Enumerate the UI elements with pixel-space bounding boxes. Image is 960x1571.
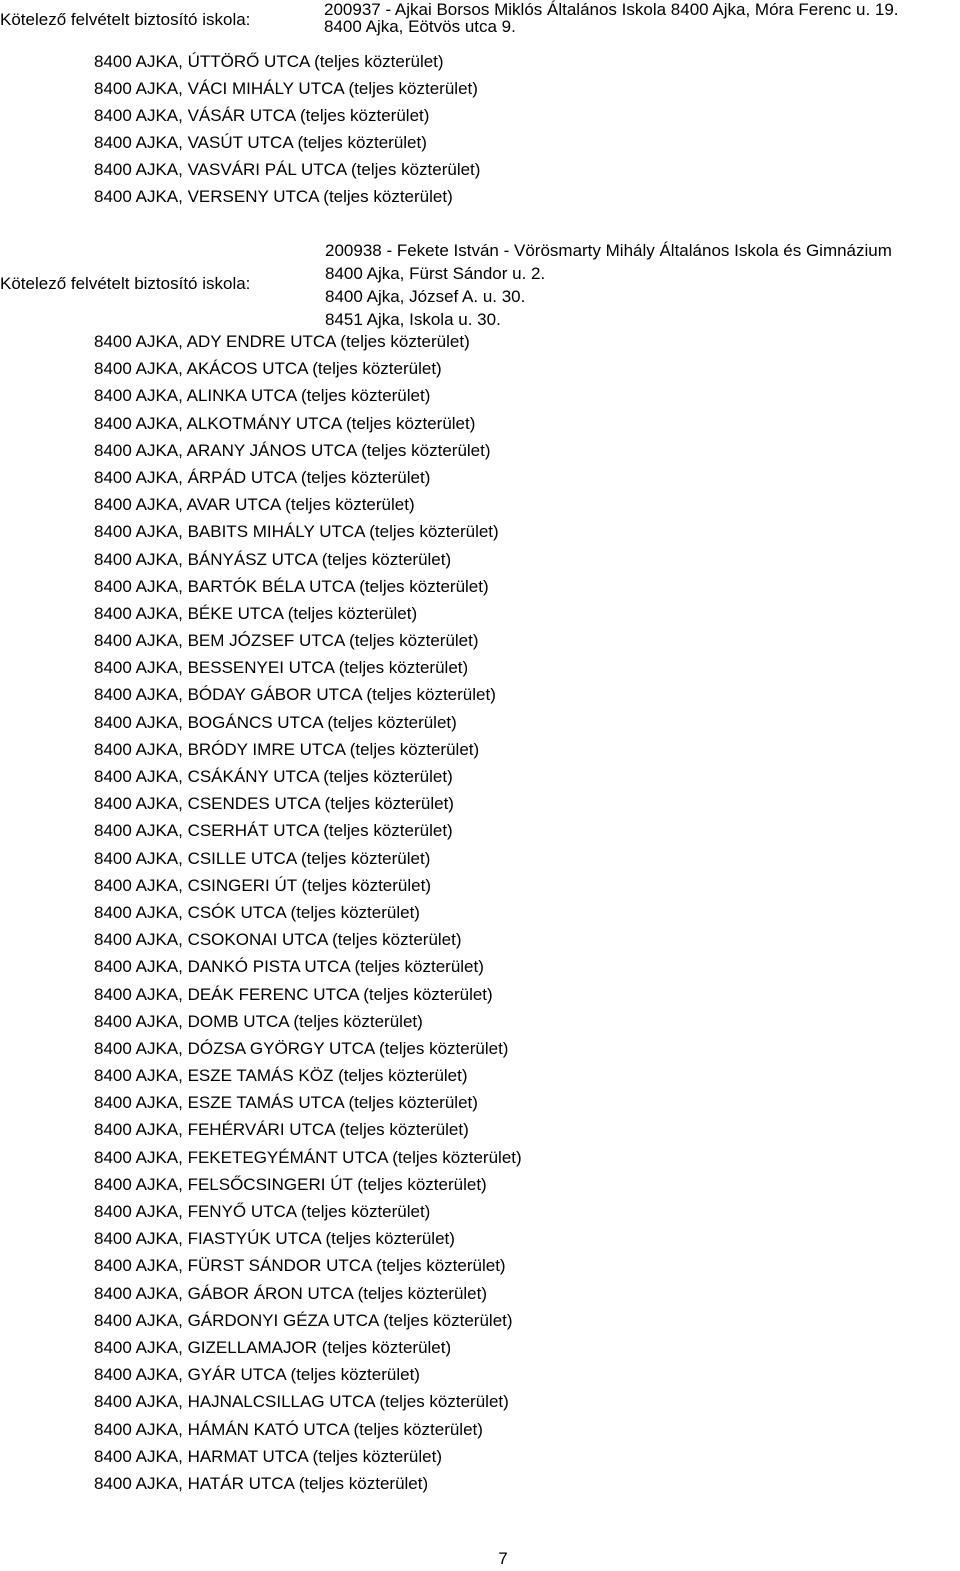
list-item: 8400 AJKA, BOGÁNCS UTCA (teljes közterület) bbox=[94, 712, 457, 732]
list-item: 8400 AJKA, FENYŐ UTCA (teljes közterület) bbox=[94, 1202, 431, 1221]
list-item: 8400 AJKA, CSILLE UTCA (teljes közterület) bbox=[94, 848, 431, 868]
list-item: 8400 AJKA, VASÚT UTCA (teljes közterület) bbox=[94, 133, 427, 153]
list-item: 8400 AJKA, CSOKONAI UTCA (teljes közterület) bbox=[94, 930, 462, 950]
street-list-2 bbox=[94, 328, 522, 1497]
list-item: 8400 AJKA, FÜRST SÁNDOR UTCA (teljes közterület) bbox=[94, 1256, 506, 1276]
list-item: 8400 AJKA, FELSŐCSINGERI ÚT (teljes közterület) bbox=[94, 1174, 487, 1194]
list-item: 8400 AJKA, DANKÓ PISTA UTCA (teljes közterület) bbox=[94, 957, 484, 977]
list-item: 8400 AJKA, VÁCI MIHÁLY UTCA (teljes közterület) bbox=[94, 79, 478, 99]
school-label-2: Kötelező felvételt biztosító iskola: bbox=[0, 274, 251, 293]
school-line: 200937 - Ajkai Borsos Miklós Általános Iskola 8400 Ajka, Móra Ferenc u. 19. bbox=[324, 0, 899, 19]
list-item: 8400 AJKA, BEM JÓZSEF UTCA (teljes közterület) bbox=[94, 631, 479, 651]
list-item: 8400 AJKA, CSÓK UTCA (teljes közterület) bbox=[94, 902, 420, 922]
street-list-1 bbox=[94, 48, 480, 211]
list-item: 8400 AJKA, HAJNALCSILLAG UTCA (teljes közterület) bbox=[94, 1392, 509, 1412]
list-item: 8400 AJKA, DOMB UTCA (teljes közterület) bbox=[94, 1011, 423, 1031]
list-item: 8400 AJKA, ADY ENDRE UTCA (teljes közterület) bbox=[94, 332, 470, 351]
list-item: 8400 AJKA, HÁMÁN KATÓ UTCA (teljes közterület) bbox=[94, 1419, 483, 1439]
list-item: 8400 AJKA, DEÁK FERENC UTCA (teljes közterület) bbox=[94, 984, 493, 1004]
list-item: 8400 AJKA, HARMAT UTCA (teljes közterület) bbox=[94, 1446, 442, 1466]
list-item: 8400 AJKA, ALKOTMÁNY UTCA (teljes közterület) bbox=[94, 413, 476, 433]
school-line: 8400 Ajka, Fürst Sándor u. 2. bbox=[325, 264, 546, 283]
list-item: 8400 AJKA, ESZE TAMÁS KÖZ (teljes közterület) bbox=[94, 1066, 468, 1086]
list-item: 8400 AJKA, AVAR UTCA (teljes közterület) bbox=[94, 495, 415, 515]
list-item: 8400 AJKA, CSÁKÁNY UTCA (teljes közterület) bbox=[94, 767, 453, 786]
list-item: 8400 AJKA, ÁRPÁD UTCA (teljes közterület) bbox=[94, 467, 431, 487]
list-item: 8400 AJKA, FIASTYÚK UTCA (teljes közterület) bbox=[94, 1229, 455, 1249]
list-item: 8400 AJKA, ALINKA UTCA (teljes közterület) bbox=[94, 386, 431, 406]
list-item: 8400 AJKA, BÁNYÁSZ UTCA (teljes közterület) bbox=[94, 549, 452, 569]
list-item: 8400 AJKA, FEKETEGYÉMÁNT UTCA (teljes közterület) bbox=[94, 1147, 522, 1167]
list-item: 8400 AJKA, GÁRDONYI GÉZA UTCA (teljes közterület) bbox=[94, 1310, 513, 1330]
list-item: 8400 AJKA, BÓDAY GÁBOR UTCA (teljes közterület) bbox=[94, 685, 496, 705]
list-item: 8400 AJKA, GÁBOR ÁRON UTCA (teljes közterület) bbox=[94, 1283, 488, 1303]
list-item: 8400 AJKA, FEHÉRVÁRI UTCA (teljes közterület) bbox=[94, 1120, 469, 1140]
school-line: 8451 Ajka, Iskola u. 30. bbox=[325, 310, 501, 329]
list-item: 8400 AJKA, BARTÓK BÉLA UTCA (teljes közterület) bbox=[94, 576, 489, 596]
page-number: 7 bbox=[498, 1549, 508, 1568]
list-item: 8400 AJKA, VERSENY UTCA (teljes közterület) bbox=[94, 187, 453, 207]
list-item: 8400 AJKA, BRÓDY IMRE UTCA (teljes közterület) bbox=[94, 739, 480, 759]
list-item: 8400 AJKA, DÓZSA GYÖRGY UTCA (teljes közterület) bbox=[94, 1038, 509, 1058]
school-line: 8400 Ajka, Eötvös utca 9. bbox=[324, 17, 516, 36]
school-info-2 bbox=[325, 239, 892, 331]
list-item: 8400 AJKA, ESZE TAMÁS UTCA (teljes közterület) bbox=[94, 1093, 478, 1113]
list-item: 8400 AJKA, CSERHÁT UTCA (teljes közterület) bbox=[94, 821, 453, 841]
list-item: 8400 AJKA, VASVÁRI PÁL UTCA (teljes közterület) bbox=[94, 160, 481, 180]
list-item: 8400 AJKA, HATÁR UTCA (teljes közterület) bbox=[94, 1473, 429, 1493]
list-item: 8400 AJKA, CSINGERI ÚT (teljes közterület) bbox=[94, 875, 431, 895]
list-item: 8400 AJKA, BÉKE UTCA (teljes közterület) bbox=[94, 603, 418, 623]
list-item: 8400 AJKA, ÚTTÖRŐ UTCA (teljes közterület) bbox=[94, 52, 444, 71]
list-item: 8400 AJKA, BABITS MIHÁLY UTCA (teljes közterület) bbox=[94, 522, 499, 542]
school-label-1: Kötelező felvételt biztosító iskola: bbox=[0, 10, 251, 29]
list-item: 8400 AJKA, BESSENYEI UTCA (teljes közterület) bbox=[94, 658, 469, 678]
list-item: 8400 AJKA, VÁSÁR UTCA (teljes közterület) bbox=[94, 106, 430, 126]
list-item: 8400 AJKA, ARANY JÁNOS UTCA (teljes közterület) bbox=[94, 440, 491, 460]
school-line: 8400 Ajka, József A. u. 30. bbox=[325, 287, 526, 306]
list-item: 8400 AJKA, CSENDES UTCA (teljes közterület) bbox=[94, 794, 454, 814]
list-item: 8400 AJKA, AKÁCOS UTCA (teljes közterület) bbox=[94, 359, 442, 379]
list-item: 8400 AJKA, GYÁR UTCA (teljes közterület) bbox=[94, 1365, 420, 1385]
school-info-1 bbox=[324, 1, 899, 35]
list-item: 8400 AJKA, GIZELLAMAJOR (teljes közterület) bbox=[94, 1337, 452, 1357]
school-line: 200938 - Fekete István - Vörösmarty Mihály Általános Iskola és Gimnázium bbox=[325, 241, 892, 260]
